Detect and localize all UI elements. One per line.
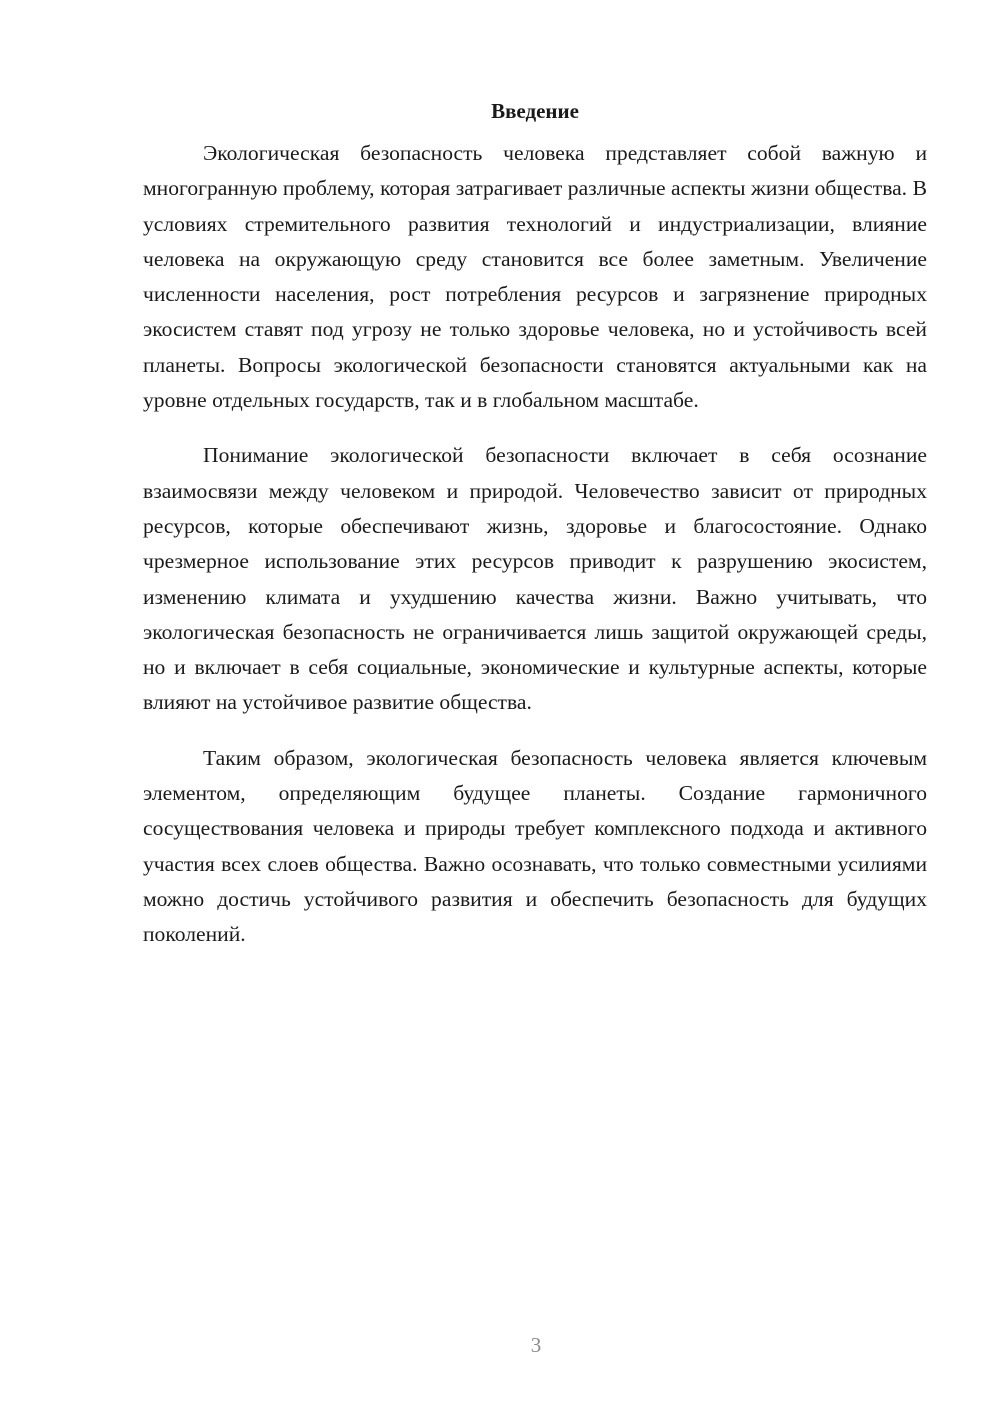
paragraph-1: Экологическая безопасность человека представляет собой важную и многогранную проблему, которая затрагивает различные аспекты жизни общества. В условиях стремительного развития технологий и индустриализации, влияние человека на окружающую среду становится все более заметным. Увеличение численности населения, рост потребления ресурсов и загрязнение природных экосистем ставят под угрозу не только здоровье человека, но и устойчивость всей планеты. Вопросы экологической безопасности становятся актуальными как на уровне отдельных государств, так и в глобальном масштабе. (143, 141, 927, 413)
paragraph-3: Таким образом, экологическая безопасность человека является ключевым элементом, определяющим будущее планеты. Создание гармоничного сосуществования человека и природы требует комплексного подхода и активного участия всех слоев общества. Важно осознавать, что только совместными усилиями можно достичь устойчивого развития и обеспечить безопасность для будущих поколений. (143, 745, 927, 947)
page-number: 3 (530, 1333, 542, 1357)
page-content (143, 92, 927, 973)
section-title: Введение (491, 99, 579, 123)
paragraph-2: Понимание экологической безопасности включает в себя осознание взаимосвязи между человеком и природой. Человечество зависит от природных ресурсов, которые обеспечивают жизнь, здоровье и благосостояние. Однако чрезмерное использование этих ресурсов приводит к разрушению экосистем, изменению климата и ухудшению качества жизни. Важно учитывать, что экологическая безопасность не ограничивается лишь защитой окружающей среды, но и включает в себя социальные, экономические и культурные аспекты, которые влияют на устойчивое развитие общества. (143, 443, 927, 715)
